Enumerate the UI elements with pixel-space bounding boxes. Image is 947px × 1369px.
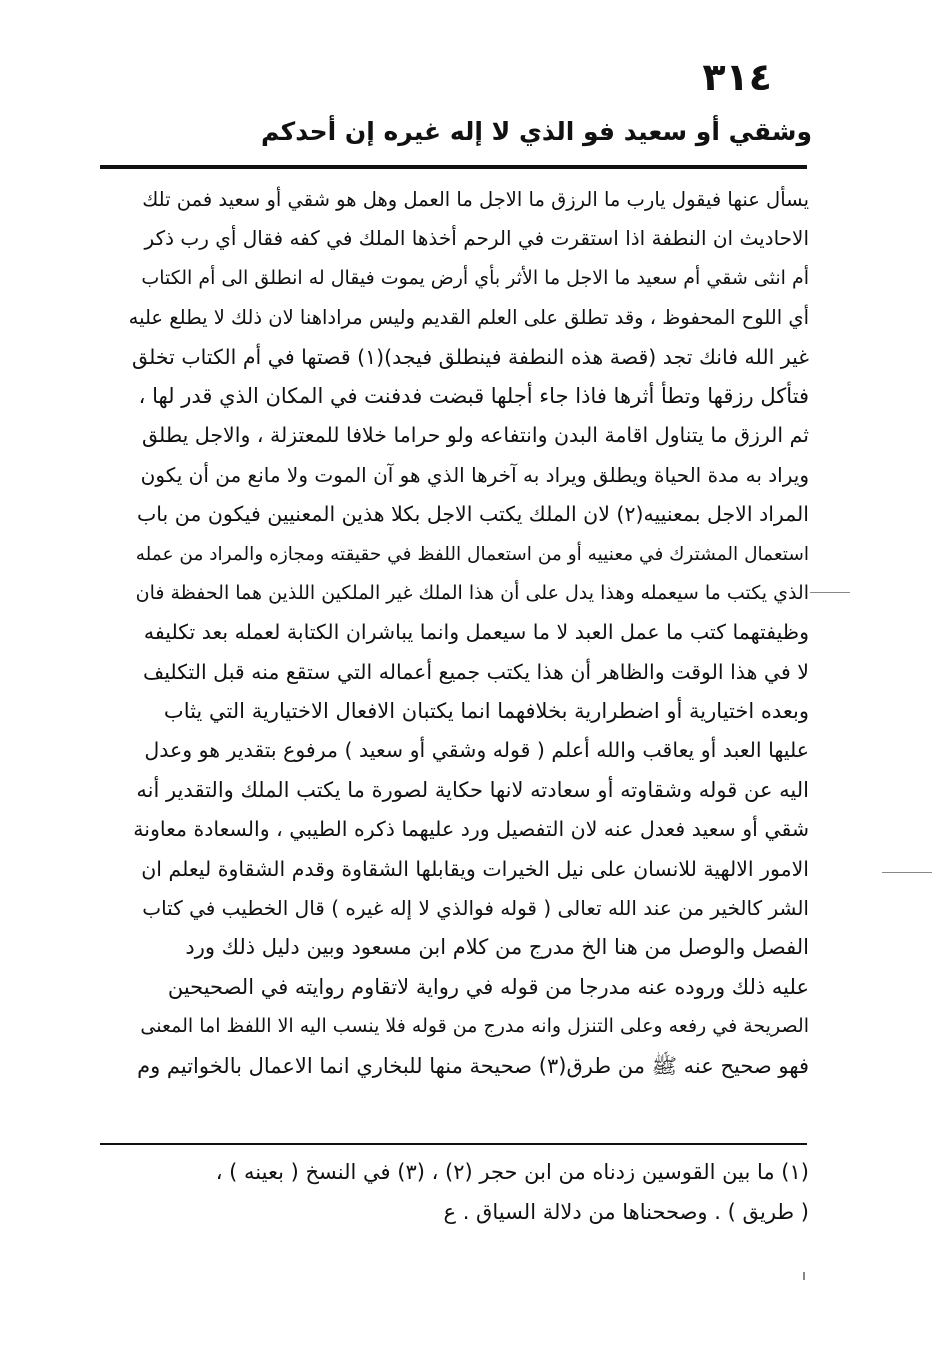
text-line: وبعده اختيارية أو اضطرارية بخلافهما انما يكتبان الافعال الاختيارية التي يثاب	[163, 699, 809, 724]
text-line: المراد الاجل بمعنييه(٢) لان الملك يكتب الاجل بكلا هذين المعنيين فيكون من باب	[136, 502, 809, 527]
text-line: ويراد به مدة الحياة ويطلق ويراد به آخرها الذي هو آن الموت ولا مانع من أن يكون	[140, 462, 809, 487]
text-line: يسأل عنها فيقول يارب ما الرزق ما الاجل ما العمل وهل هو شقي أو سعيد فمن تلك	[142, 188, 809, 211]
scan-speck	[803, 1272, 805, 1280]
text-line: الذي يكتب ما سيعمله وهذا يدل على أن هذا الملك غير الملكين اللذين هما الحفظة فان	[135, 581, 809, 604]
text-line: عليها العبد أو يعاقب والله أعلم ( قوله وشقي أو سعيد ) مرفوع بتقدير هو وعدل	[144, 738, 809, 763]
text-line: الامور الالهية للانسان على نيل الخيرات ويقابلها الشقاوة وقدم الشقاوة ليعلم ان	[141, 856, 809, 881]
main-text	[129, 180, 809, 1086]
text-line: أم انثى شقي أم سعيد ما الاجل ما الأثر بأي أرض يموت فيقال له انطلق الى أم الكتاب	[141, 266, 809, 289]
text-line: فتأكل رزقها وتطأ أثرها فاذا جاء أجلها قبضت فدفنت في المكان الذي قدر لها ،	[138, 383, 809, 408]
text-line: اليه عن قوله وشقاوته أو سعادته لانها حكاية لصورة ما يكتب الملك والتقدير أنه	[136, 777, 809, 802]
text-line: الشر كالخير من عند الله تعالى ( قوله فوالذي لا إله غيره ) قال الخطيب في كتاب	[142, 896, 809, 921]
text-line: استعمال المشترك في معنييه أو من استعمال اللفظ في حقيقته ومجازه والمراد من عمله	[135, 543, 809, 565]
text-line: غير الله فانك تجد (قصة هذه النطفة فينطلق فيجد)(١) قصتها في أم الكتاب تخلق	[132, 344, 809, 369]
text-line: أي اللوح المحفوظ ، وقد تطلق على العلم القديم وليس مراداهنا لان ذلك لا يطلع عليه	[129, 306, 809, 330]
footnote-rule	[100, 1143, 807, 1145]
text-line: فهو صحيح عنه ﷺ من طرق(٣) صحيحة منها للبخاري انما الاعمال بالخواتيم وم	[137, 1053, 809, 1078]
scan-speck	[810, 592, 850, 593]
running-header: وشقي أو سعيد فو الذي لا إله غيره إن أحدكم	[261, 117, 812, 146]
text-line: الصريحة في رفعه وعلى التنزل وانه مدرج من قوله فلا ينسب اليه الا اللفظ اما المعنى	[140, 1015, 809, 1038]
text-line: شقي أو سعيد فعدل عنه لان التفصيل ورد عليهما ذكره الطيبي ، والسعادة معاونة	[133, 817, 809, 842]
text-line: الاحاديث ان النطفة اذا استقرت في الرحم أخذها الملك في كفه فقال أي رب ذكر	[144, 226, 809, 251]
text-line: الفصل والوصل من هنا الخ مدرج من كلام ابن مسعود وبين دليل ذلك ورد	[185, 935, 809, 960]
footnote-line: ( طريق ) . وصححناها من دلالة السياق . ع	[443, 1200, 809, 1224]
text-line: عليه ذلك وروده عنه مدرجا من قوله في رواية لاتقاوم روايته في الصحيحين	[167, 974, 809, 999]
header-rule	[100, 165, 807, 169]
footnote-line: (١) ما بين القوسين زدناه من ابن حجر (٢) ، (٣) في النسخ ( بعينه ) ،	[215, 1160, 809, 1184]
text-line: لا في هذا الوقت والظاهر أن هذا يكتب جميع أعماله التي ستقع منه قبل التكليف	[143, 659, 809, 684]
scan-speck	[882, 872, 932, 873]
text-line: ثم الرزق ما يتناول اقامة البدن وانتفاعه ولو حراما خلافا للمعتزلة ، والاجل يطلق	[141, 423, 809, 448]
footnotes	[129, 1152, 809, 1232]
text-line: وظيفتهما كتب ما عمل العبد لا ما سيعمل وانما يباشران الكتابة لعمله بعد تكليفه	[143, 620, 809, 645]
page-number: ٣١٤	[702, 55, 772, 99]
